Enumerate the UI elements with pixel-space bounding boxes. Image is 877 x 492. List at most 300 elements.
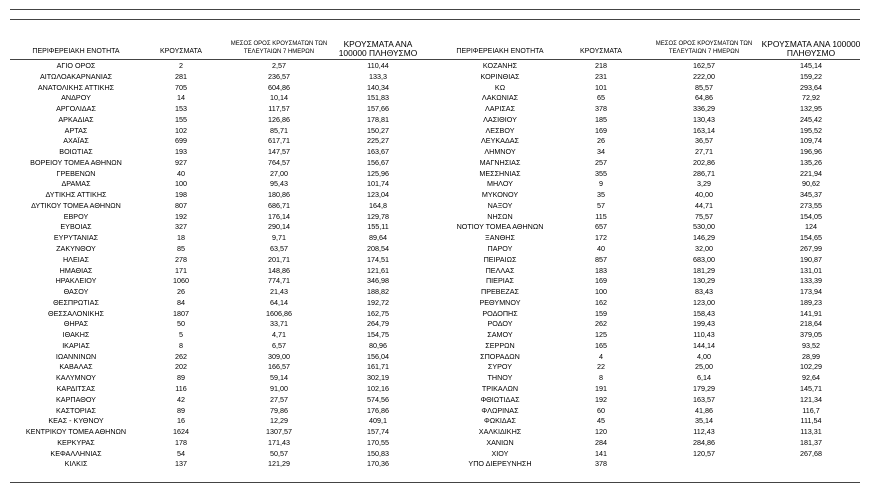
cases-value: 35 [597,190,605,200]
avg-value: 4,00 [697,351,711,361]
avg-value: 764,57 [268,157,290,167]
cases-value: 185 [595,114,607,124]
table-row [0,287,877,298]
per100k-value: 163,67 [367,147,389,157]
cases-value: 807 [175,200,187,210]
cases-value: 89 [177,373,185,383]
avg-value: 79,86 [270,405,288,415]
cases-value: 115 [595,211,607,221]
per100k-value: 145,71 [800,383,822,393]
avg-value: 180,86 [268,190,290,200]
cases-value: 101 [595,82,607,92]
avg-value: 112,43 [693,427,715,437]
cases-value: 45 [597,416,605,426]
per100k-value: 170,36 [367,459,389,469]
avg-value: 162,57 [693,61,715,70]
per100k-value: 218,64 [800,319,822,329]
per100k-value: 181,37 [800,437,822,447]
region-name: ΝΑΞΟΥ [487,200,513,210]
cases-value: 16 [177,416,185,426]
header-cases-left: ΚΡΟΥΣΜΑΤΑ [160,48,202,55]
cases-value: 84 [177,297,185,307]
region-name: ΚΑΣΤΟΡΙΑΣ [56,405,96,415]
table-row [0,126,877,137]
avg-value: 44,71 [695,200,713,210]
table-row [0,276,877,287]
per100k-value: 161,71 [367,362,389,372]
region-name: ΚΑΡΔΙΤΣΑΣ [56,383,96,393]
region-name: ΕΥΡΥΤΑΝΙΑΣ [53,233,99,243]
per100k-value: 28,99 [802,351,820,361]
region-name: ΡΟΔΟΥ [487,319,513,329]
header-per100k-left: ΚΡΟΥΣΜΑΤΑ ΑΝΑ 100000 ΠΛΗΘΥΣΜΟ [338,39,418,58]
region-name: ΤΗΝΟΥ [487,373,513,383]
region-name: ΑΡΚΑΔΙΑΣ [58,114,94,124]
table-row [0,201,877,212]
table-row [0,115,877,126]
region-name: ΛΑΣΙΘΙΟΥ [483,114,517,124]
region-name: ΕΒΡΟΥ [63,211,89,221]
per100k-value: 90,62 [802,179,820,189]
per100k-value: 113,31 [800,427,822,437]
region-name: ΥΠΟ ΔΙΕΡΕΥΝΗΣΗ [468,459,532,469]
per100k-value: 189,23 [800,297,822,307]
cases-value: 22 [597,362,605,372]
region-name: ΚΕΡΚΥΡΑΣ [57,437,95,447]
cases-value: 169 [595,125,607,135]
avg-value: 63,57 [270,244,288,254]
per100k-value: 102,16 [367,383,389,393]
per100k-value: 151,83 [367,93,389,103]
cases-value: 159 [595,308,607,318]
avg-value: 181,29 [693,265,715,275]
avg-value: 1307,57 [266,427,292,437]
header-cases-right: ΚΡΟΥΣΜΑΤΑ [580,48,622,55]
per100k-value: 92,64 [802,373,820,383]
table-row [0,147,877,158]
per100k-value: 145,14 [800,61,822,70]
avg-value: 95,43 [270,179,288,189]
per100k-value: 141,91 [800,308,822,318]
cases-value: 9 [599,179,603,189]
header-region-left: ΠΕΡΙΦΕΡΕΙΑΚΗ ΕΝΟΤΗΤΑ [32,48,120,55]
region-name: ΔΥΤΙΚΟΥ ΤΟΜΕΑ ΑΘΗΝΩΝ [31,200,121,210]
avg-value: 110,43 [693,330,715,340]
bottom-rule [10,482,860,483]
per100k-value: 102,29 [800,362,822,372]
table-row [0,309,877,320]
region-name: ΣΑΜΟΥ [487,330,513,340]
cases-value: 102 [175,125,187,135]
region-name: ΜΕΣΣΗΝΙΑΣ [479,168,521,178]
cases-value: 137 [175,459,187,469]
region-name: ΘΑΣΟΥ [63,287,89,297]
per100k-value: 93,52 [802,340,820,350]
table-row [0,190,877,201]
cases-value: 5 [179,330,183,340]
table-row [0,416,877,427]
per100k-value: 409,1 [369,416,387,426]
avg-value: 6,14 [697,373,711,383]
avg-value: 6,57 [272,340,286,350]
table-row [0,212,877,223]
avg-value: 126,86 [268,114,290,124]
per100k-value: 574,56 [367,394,389,404]
cases-value: 54 [177,448,185,458]
per100k-value: 267,99 [800,244,822,254]
region-name: ΚΕΝΤΡΙΚΟΥ ΤΟΜΕΑ ΑΘΗΝΩΝ [25,427,127,437]
avg-value: 222,00 [693,71,715,81]
per100k-value: 150,83 [367,448,389,458]
per100k-value: 176,86 [367,405,389,415]
per100k-value: 116,7 [802,405,820,415]
header-avg-left: ΜΕΣΟΣ ΟΡΟΣ ΚΡΟΥΣΜΑΤΩΝ ΤΩΝ ΤΕΛΕΥΤΑΙΩΝ 7 ΗΜΕΡΩΝ [230,41,328,55]
avg-value: 147,57 [268,147,290,157]
region-name: ΑΝΑΤΟΛΙΚΗΣ ΑΤΤΙΚΗΣ [37,82,115,92]
cases-value: 705 [175,82,187,92]
cases-value: 198 [175,190,187,200]
cases-value: 183 [595,265,607,275]
region-name: ΑΓΙΟ ΟΡΟΣ [56,61,96,70]
region-name: ΡΕΘΥΜΝΟΥ [479,297,521,307]
avg-value: 201,71 [268,254,290,264]
region-name: ΝΗΣΩΝ [487,211,513,221]
column-header-rule [10,59,860,60]
avg-value: 158,43 [693,308,715,318]
per100k-value: 154,75 [367,330,389,340]
region-name: ΤΡΙΚΑΛΩΝ [481,383,519,393]
per100k-value: 293,64 [800,82,822,92]
region-name: ΚΩ [494,82,506,92]
avg-value: 123,00 [693,297,715,307]
avg-value: 35,14 [695,416,713,426]
cases-value: 40 [597,244,605,254]
cases-value: 26 [597,136,605,146]
cases-value: 42 [177,394,185,404]
table-row [0,61,877,72]
region-name: ΧΑΛΚΙΔΙΚΗΣ [478,427,522,437]
per100k-value: 164,8 [369,200,387,210]
per100k-value: 379,05 [800,330,822,340]
avg-value: 130,43 [693,114,715,124]
table-row [0,266,877,277]
region-name: ΑΝΔΡΟΥ [61,93,91,103]
cases-value: 262 [175,351,187,361]
cases-value: 927 [175,157,187,167]
table-row [0,352,877,363]
avg-value: 64,86 [695,93,713,103]
region-name: ΧΑΝΙΩΝ [486,437,514,447]
region-name: ΠΑΡΟΥ [487,244,513,254]
table-row [0,169,877,180]
region-name: ΛΑΡΙΣΑΣ [484,104,516,114]
per100k-value: 156,67 [367,157,389,167]
avg-value: 284,86 [693,437,715,447]
per100k-value: 131,01 [800,265,822,275]
cases-value: 278 [175,254,187,264]
avg-value: 50,57 [270,448,288,458]
avg-value: 286,71 [693,168,715,178]
per100k-value: 225,27 [367,136,389,146]
per100k-value: 121,34 [800,394,822,404]
per100k-value: 346,98 [367,276,389,286]
region-name: ΣΠΟΡΑΔΩΝ [480,351,520,361]
cases-value: 169 [595,276,607,286]
avg-value: 163,57 [693,394,715,404]
table-row [0,255,877,266]
per100k-value: 195,52 [800,125,822,135]
region-name: ΚΟΡΙΝΘΙΑΣ [480,71,520,81]
region-name: ΚΑΒΑΛΑΣ [59,362,93,372]
cases-value: 2 [179,61,183,70]
cases-value: 172 [595,233,607,243]
region-name: ΓΡΕΒΕΝΩΝ [56,168,96,178]
region-name: ΜΗΛΟΥ [487,179,513,189]
table-row [0,427,877,438]
per100k-value: 162,75 [367,308,389,318]
header-avg-right: ΜΕΣΟΣ ΟΡΟΣ ΚΡΟΥΣΜΑΤΩΝ ΤΩΝ ΤΕΛΕΥΤΑΙΩΝ 7 ΗΜΕΡΩΝ [655,41,753,55]
avg-value: 3,29 [697,179,711,189]
cases-value: 281 [175,71,187,81]
avg-value: 144,14 [693,340,715,350]
cases-value: 202 [175,362,187,372]
cases-value: 165 [595,340,607,350]
avg-value: 146,29 [693,233,715,243]
cases-value: 155 [175,114,187,124]
region-name: ΧΙΟΥ [491,448,509,458]
cases-value: 218 [595,61,607,70]
per100k-value: 345,37 [800,190,822,200]
cases-value: 8 [599,373,603,383]
per100k-value: 80,96 [369,340,387,350]
cases-value: 378 [595,459,607,469]
per100k-value: 133,39 [800,276,822,286]
per100k-value: 89,64 [369,233,387,243]
cases-value: 26 [177,287,185,297]
region-name: ΗΛΕΙΑΣ [62,254,90,264]
region-name: ΡΟΔΟΠΗΣ [482,308,518,318]
avg-value: 33,71 [270,319,288,329]
region-name: ΠΕΙΡΑΙΩΣ [483,254,517,264]
cases-value: 8 [179,340,183,350]
avg-value: 91,00 [270,383,288,393]
per100k-value: 154,65 [800,233,822,243]
table-row [0,158,877,169]
cases-value: 40 [177,168,185,178]
avg-value: 32,00 [695,244,713,254]
avg-value: 309,00 [268,351,290,361]
cases-value: 162 [595,297,607,307]
header-region-right: ΠΕΡΙΦΕΡΕΙΑΚΗ ΕΝΟΤΗΤΑ [456,48,544,55]
region-name: ΑΡΤΑΣ [64,125,88,135]
table-row [0,83,877,94]
cases-value: 125 [595,330,607,340]
table-row [0,233,877,244]
table-row [0,373,877,384]
avg-value: 236,57 [268,71,290,81]
avg-value: 36,57 [695,136,713,146]
per100k-value: 111,54 [800,416,822,426]
per100k-value: 170,55 [367,437,389,447]
cases-value: 85 [177,244,185,254]
avg-value: 686,71 [268,200,290,210]
avg-value: 683,00 [693,254,715,264]
avg-value: 530,00 [693,222,715,232]
per100k-value: 245,42 [800,114,822,124]
avg-value: 121,29 [268,459,290,469]
avg-value: 41,86 [695,405,713,415]
region-name: ΣΥΡΟΥ [487,362,513,372]
avg-value: 130,29 [693,276,715,286]
table-row [0,298,877,309]
right-table [0,61,877,470]
avg-value: 148,86 [268,265,290,275]
per100k-value: 196,96 [800,147,822,157]
cases-value: 192 [175,211,187,221]
cases-value: 378 [595,104,607,114]
region-name: ΦΛΩΡΙΝΑΣ [481,405,519,415]
table-row [0,104,877,115]
per100k-value: 208,54 [367,244,389,254]
per100k-value: 267,68 [800,448,822,458]
per100k-value: 192,72 [367,297,389,307]
avg-value: 774,71 [268,276,290,286]
region-name: ΙΚΑΡΙΑΣ [62,340,90,350]
cases-value: 1807 [173,308,189,318]
avg-value: 75,57 [695,211,713,221]
header-rule [10,19,860,20]
avg-value: 85,71 [270,125,288,135]
per100k-value: 157,66 [367,104,389,114]
region-name: ΣΕΡΡΩΝ [485,340,515,350]
avg-value: 21,43 [270,287,288,297]
avg-value: 117,57 [268,104,290,114]
region-name: ΠΙΕΡΙΑΣ [485,276,514,286]
cases-value: 14 [177,93,185,103]
per100k-value: 159,22 [800,71,822,81]
region-name: ΠΡΕΒΕΖΑΣ [481,287,519,297]
avg-value: 179,29 [693,383,715,393]
cases-value: 1624 [173,427,189,437]
region-name: ΘΕΣΠΡΩΤΙΑΣ [53,297,99,307]
region-name: ΚΑΛΥΜΝΟΥ [56,373,96,383]
avg-value: 171,43 [268,437,290,447]
avg-value: 199,43 [693,319,715,329]
per100k-value: 174,51 [367,254,389,264]
region-name: ΘΗΡΑΣ [63,319,89,329]
avg-value: 59,14 [270,373,288,383]
region-name: ΒΟΙΩΤΙΑΣ [59,147,93,157]
avg-value: 4,71 [272,330,286,340]
avg-value: 617,71 [268,136,290,146]
region-name: ΗΜΑΘΙΑΣ [59,265,93,275]
cases-value: 4 [599,351,603,361]
region-name: ΑΡΓΟΛΙΔΑΣ [56,104,96,114]
avg-value: 12,29 [270,416,288,426]
avg-value: 27,71 [695,147,713,157]
per100k-value: 156,04 [367,351,389,361]
avg-value: 27,00 [270,168,288,178]
per100k-value: 221,94 [800,168,822,178]
per100k-value: 125,96 [367,168,389,178]
avg-value: 2,57 [272,61,286,70]
region-name: ΛΗΜΝΟΥ [484,147,516,157]
region-name: ΦΩΚΙΔΑΣ [484,416,516,426]
cases-value: 34 [597,147,605,157]
region-name: ΑΙΤΩΛΟΑΚΑΡΝΑΝΙΑΣ [39,71,113,81]
cases-value: 153 [175,104,187,114]
per100k-value: 157,74 [367,427,389,437]
top-rule [10,9,860,10]
region-name: ΙΘΑΚΗΣ [62,330,90,340]
table-row [0,362,877,373]
cases-value: 57 [597,200,605,210]
cases-value: 192 [595,394,607,404]
cases-value: 355 [595,168,607,178]
per100k-value: 110,44 [367,61,389,70]
per100k-value: 124 [805,222,817,232]
cases-value: 231 [595,71,607,81]
region-name: ΦΘΙΩΤΙΔΑΣ [480,394,520,404]
table-row [0,395,877,406]
cases-value: 284 [595,437,607,447]
table-row [0,93,877,104]
avg-value: 27,57 [270,394,288,404]
avg-value: 166,57 [268,362,290,372]
cases-value: 120 [595,427,607,437]
table-row [0,330,877,341]
table-row [0,459,877,470]
cases-value: 100 [595,287,607,297]
avg-value: 120,57 [693,448,715,458]
region-name: ΔΥΤΙΚΗΣ ΑΤΤΙΚΗΣ [45,190,107,200]
cases-value: 262 [595,319,607,329]
region-name: ΛΑΚΩΝΙΑΣ [481,93,519,103]
region-name: ΒΟΡΕΙΟΥ ΤΟΜΕΑ ΑΘΗΝΩΝ [30,157,122,167]
region-name: ΚΙΛΚΙΣ [64,459,88,469]
per100k-value: 133,3 [369,71,387,81]
region-name: ΜΥΚΟΝΟΥ [481,190,519,200]
avg-value: 163,14 [693,125,715,135]
avg-value: 25,00 [695,362,713,372]
table-row [0,341,877,352]
cases-value: 50 [177,319,185,329]
per100k-value: 155,11 [367,222,389,232]
per100k-value: 109,74 [800,136,822,146]
header-per100k-right: ΚΡΟΥΣΜΑΤΑ ΑΝΑ 100000 ΠΛΗΘΥΣΜΟ [761,39,861,58]
cases-value: 657 [595,222,607,232]
cases-value: 89 [177,405,185,415]
region-name: ΝΟΤΙΟΥ ΤΟΜΕΑ ΑΘΗΝΩΝ [456,222,544,232]
per100k-value: 273,55 [800,200,822,210]
per100k-value: 154,05 [800,211,822,221]
per100k-value: 173,94 [800,287,822,297]
per100k-value: 129,78 [367,211,389,221]
cases-value: 193 [175,147,187,157]
avg-value: 83,43 [695,287,713,297]
table-row [0,406,877,417]
cases-value: 178 [175,437,187,447]
per100k-value: 101,74 [367,179,389,189]
avg-value: 290,14 [268,222,290,232]
table-row [0,136,877,147]
avg-value: 40,00 [695,190,713,200]
per100k-value: 190,87 [800,254,822,264]
cases-value: 100 [175,179,187,189]
cases-value: 116 [175,383,187,393]
avg-value: 336,29 [693,104,715,114]
cases-value: 141 [595,448,607,458]
